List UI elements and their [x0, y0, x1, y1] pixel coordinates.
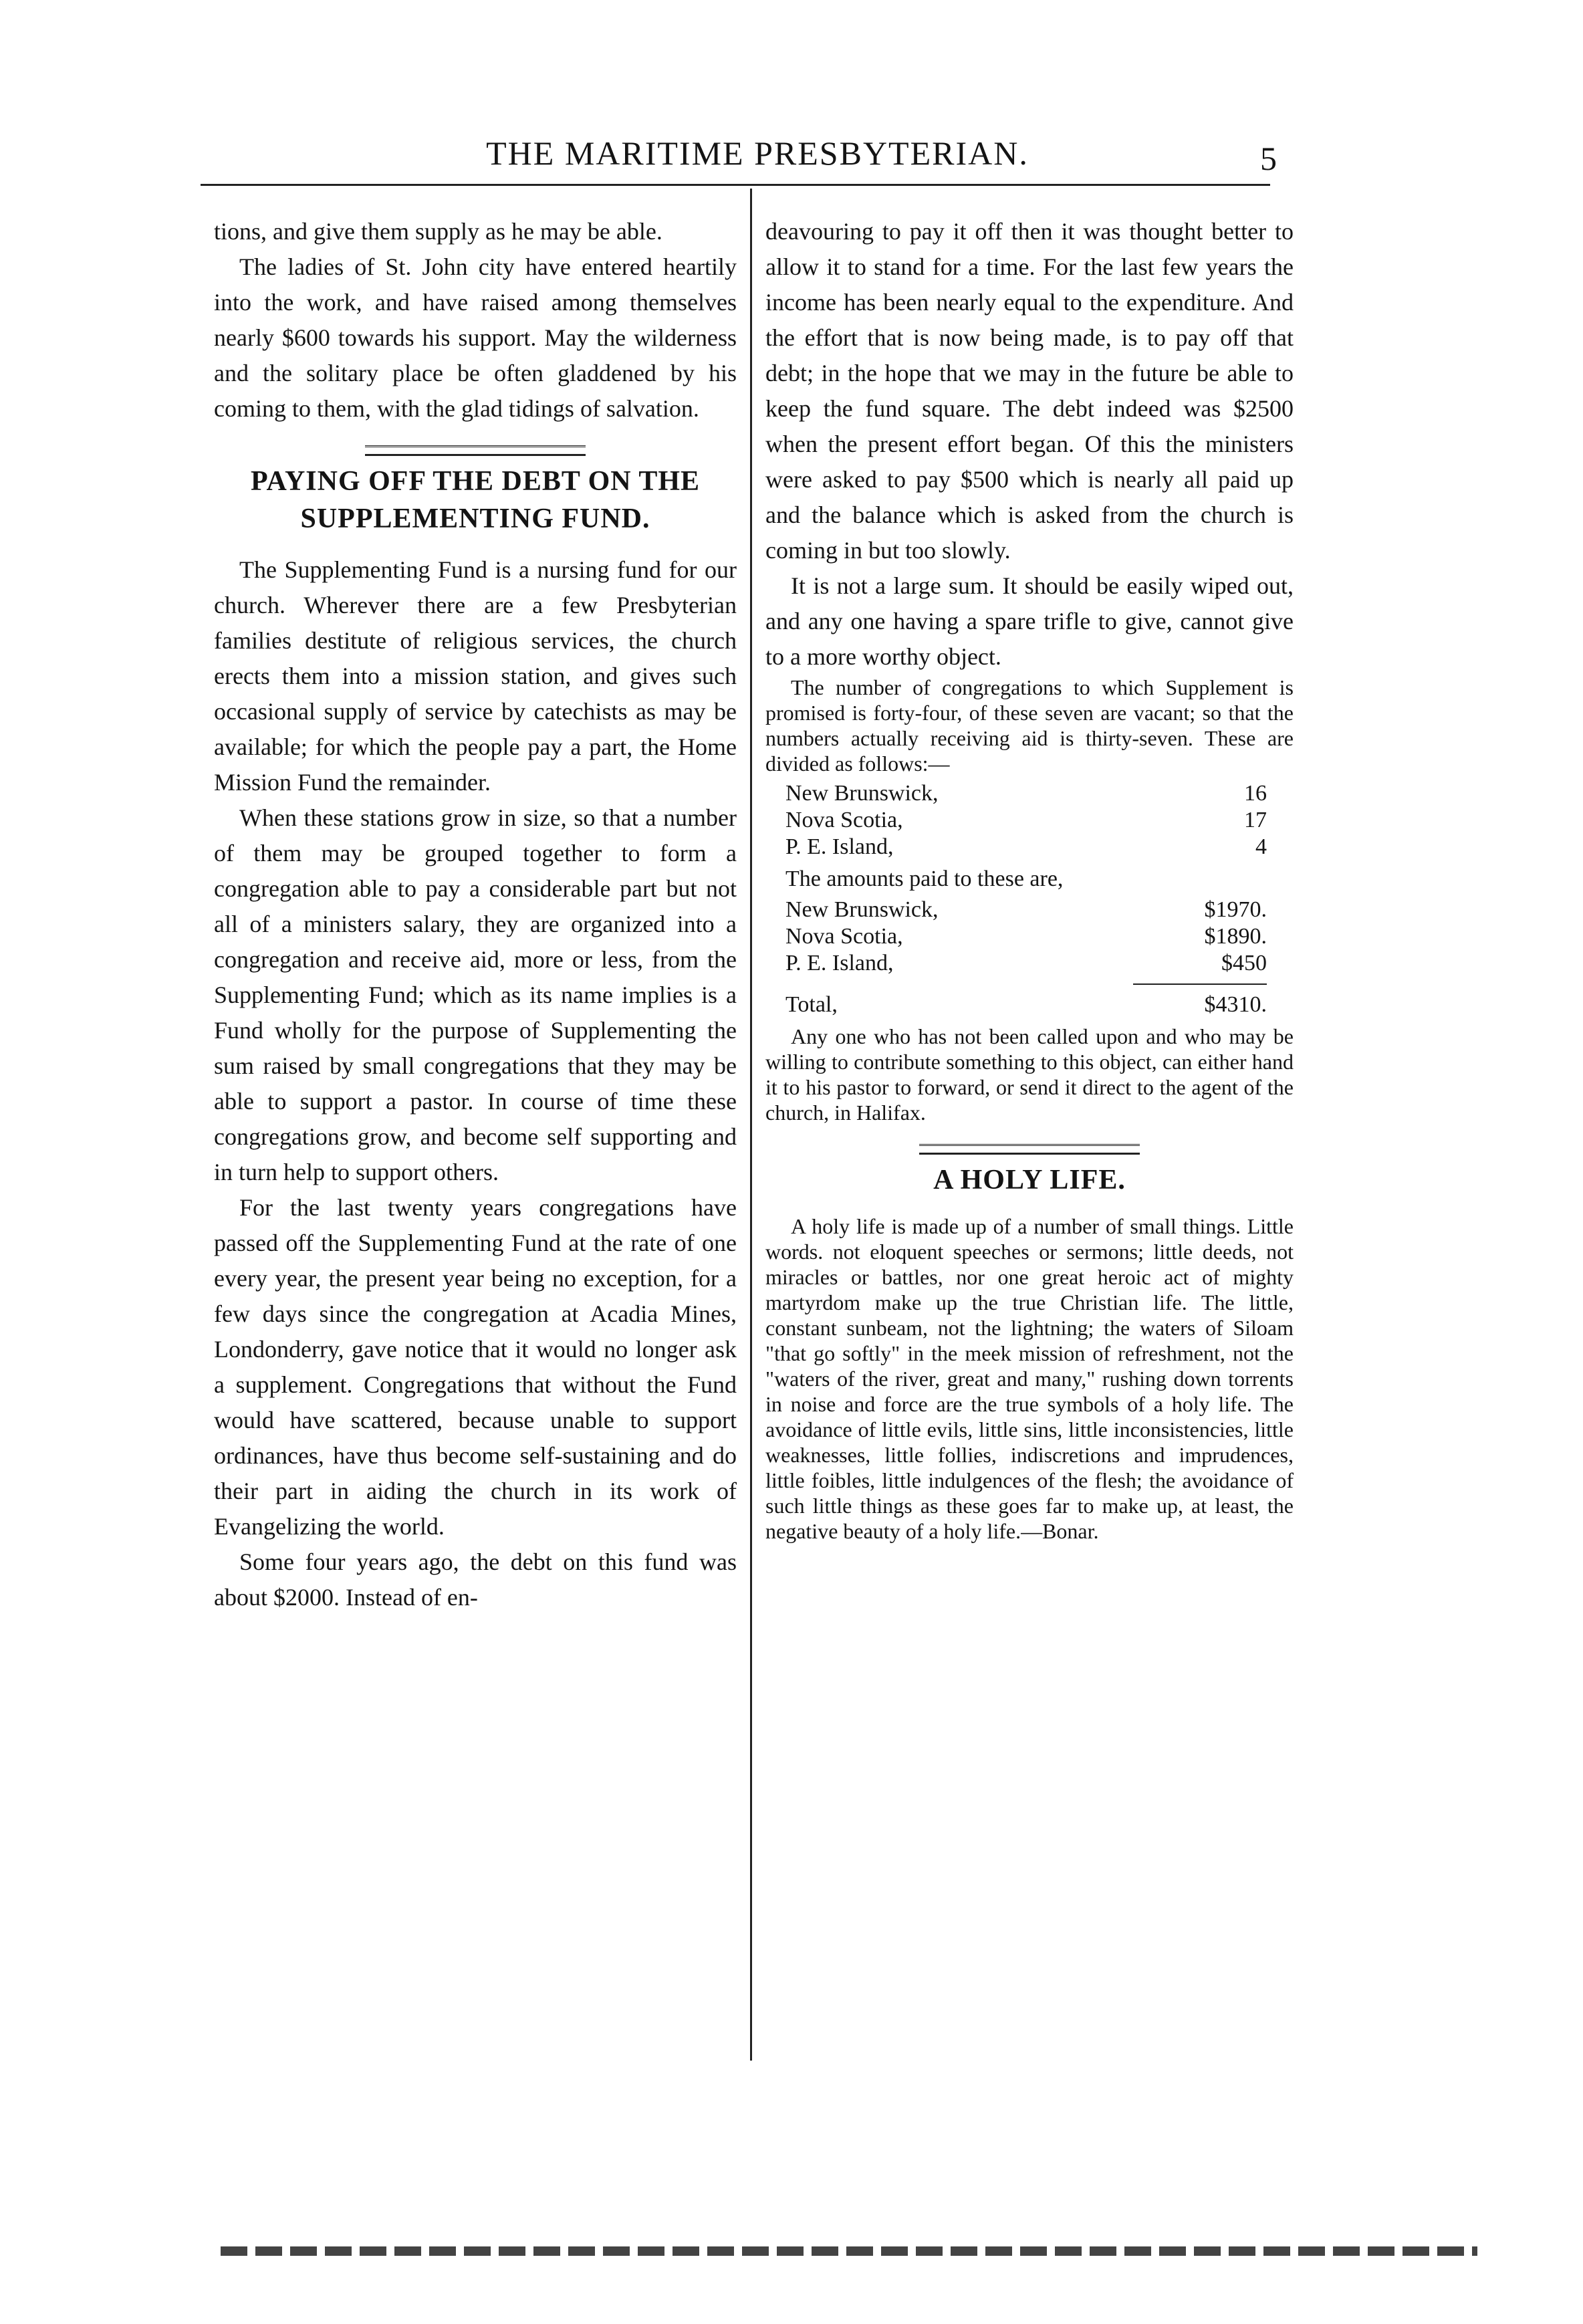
heading-rule [919, 1144, 1140, 1155]
heading-line: SUPPLEMENTING FUND. [300, 503, 650, 534]
table-row [785, 923, 1267, 950]
amount-cell: $1890. [1204, 924, 1267, 949]
congregation-counts-table [785, 780, 1267, 860]
table-row [785, 807, 1267, 834]
province-cell: P. E. Island, [785, 834, 894, 859]
paragraph: Some four years ago, the debt on this fund was about $2000. Instead of en- [214, 1548, 737, 1611]
paragraph: For the last twenty years congregations have passed off the Supplementing Fund at the rate of one every year, the present year being no exception, for a few days since the congregation at Acadia Mines, Londonderry, gave notice that it would no longer ask a supplement. Congregations that without the Fund would have scattered, because unable to support ordinances, have thus become self-sustaining and do their part in aiding the church in its work of Evangelizing the world. [214, 1194, 737, 1540]
left-column [214, 214, 737, 1615]
heading-rule [365, 445, 586, 456]
total-value: $4310. [1204, 992, 1267, 1017]
table-row [785, 950, 1267, 977]
paragraph: Any one who has not been called upon and who may be willing to contribute something to this object, can either hand it to his pastor to forward, or send it direct to the agent of the church, in Halifax. [765, 1024, 1294, 1125]
column-divider [750, 189, 752, 2061]
paragraph: The Supplementing Fund is a nursing fund for our church. Wherever there are a few Presbyterian families destitute of religious services, the church erects them into a mission station, and gives such occasional supply of service by catechists as may be available; for which the people pay a part, the Home Mission Fund the remainder. [214, 556, 737, 796]
header-rule [201, 184, 1270, 186]
province-cell: New Brunswick, [785, 897, 939, 922]
total-row [785, 992, 1267, 1018]
paragraph: A holy life is made up of a number of small things. Little words. not eloquent speeches or sermons; little deeds, not miracles or battles, nor one great heroic act of mighty martyrdom make up the true Christian life. The little, constant sunbeam, not the lightning; the waters of Siloam "that go softly" in the meek mission of refreshment, not the "waters of the river, great and many," rushing down torrents in noise and force are the true symbols of a holy life. The avoidance of little evils, little sins, little inconsistencies, little weaknesses, little follies, indiscretions and imprudences, little foibles, little indulgences of the flesh; the avoidance of such little things as these goes far to make up, at least, the negative beauty of a holy life.—Bonar. [765, 1214, 1294, 1543]
total-table [785, 992, 1267, 1018]
running-title: THE MARITIME PRESBYTERIAN. [486, 134, 1029, 172]
count-cell: 4 [1255, 834, 1267, 859]
amounts-table [785, 897, 1267, 977]
page-header [0, 134, 1583, 187]
paragraph: deavouring to pay it off then it was thought better to allow it to stand for a time. For the last few years the income has been nearly equal to the expenditure. And the effort that is now being made, is to pay off that debt; in the hope that we may in the future be able to keep the fund square. The debt indeed was $2500 when the present effort began. Of this the ministers were asked to pay $500 which is nearly all paid up and the balance which is asked from the church is coming in but too slowly. [765, 218, 1294, 564]
table-row [785, 780, 1267, 807]
amount-cell: $450 [1221, 951, 1267, 975]
paragraph: The number of congregations to which Supplement is promised is forty-four, of these seven are vacant; so that the numbers actually receiving aid is thirty-seven. These are divided as follows:— [765, 675, 1294, 776]
count-cell: 16 [1244, 781, 1267, 806]
page-number: 5 [1260, 140, 1277, 177]
paragraph: tions, and give them supply as he may be able. [214, 218, 662, 245]
province-cell: Nova Scotia, [785, 924, 903, 949]
province-cell: P. E. Island, [785, 951, 894, 975]
count-cell: 17 [1244, 808, 1267, 832]
province-cell: Nova Scotia, [785, 808, 903, 832]
paragraph: When these stations grow in size, so that a number of them may be grouped together to form a congregation able to pay a considerable part but not all of a ministers salary, they are organized into a congregation and receive aid, more or less, from the Supplementing Fund; which as its name implies is a Fund wholly for the purpose of Supplementing the sum raised by small congregations that they may be able to support a pastor. In course of time these congregations grow, and become self supporting and in turn help to support others. [214, 804, 737, 1185]
province-cell: New Brunswick, [785, 781, 939, 806]
paragraph: The ladies of St. John city have entered heartily into the work, and have raised among themselves nearly $600 towards his support. May the wilderness and the solitary place be often gladdened by his coming to them, with the glad tidings of salvation. [214, 253, 737, 422]
article-heading: A HOLY LIFE. [933, 1165, 1126, 1195]
right-column [765, 214, 1294, 1544]
amount-cell: $1970. [1204, 897, 1267, 922]
total-label: Total, [785, 992, 838, 1017]
heading-line: PAYING OFF THE DEBT ON THE [250, 466, 701, 497]
sum-rule [1133, 983, 1267, 985]
amounts-caption: The amounts paid to these are, [785, 866, 1064, 891]
scan-edge-strip [221, 2246, 1477, 2256]
table-row [785, 897, 1267, 923]
paragraph: It is not a large sum. It should be easily wiped out, and any one having a spare trifle to give, cannot give to a more worthy object. [765, 572, 1294, 670]
article-heading [214, 463, 737, 538]
table-row [785, 834, 1267, 860]
